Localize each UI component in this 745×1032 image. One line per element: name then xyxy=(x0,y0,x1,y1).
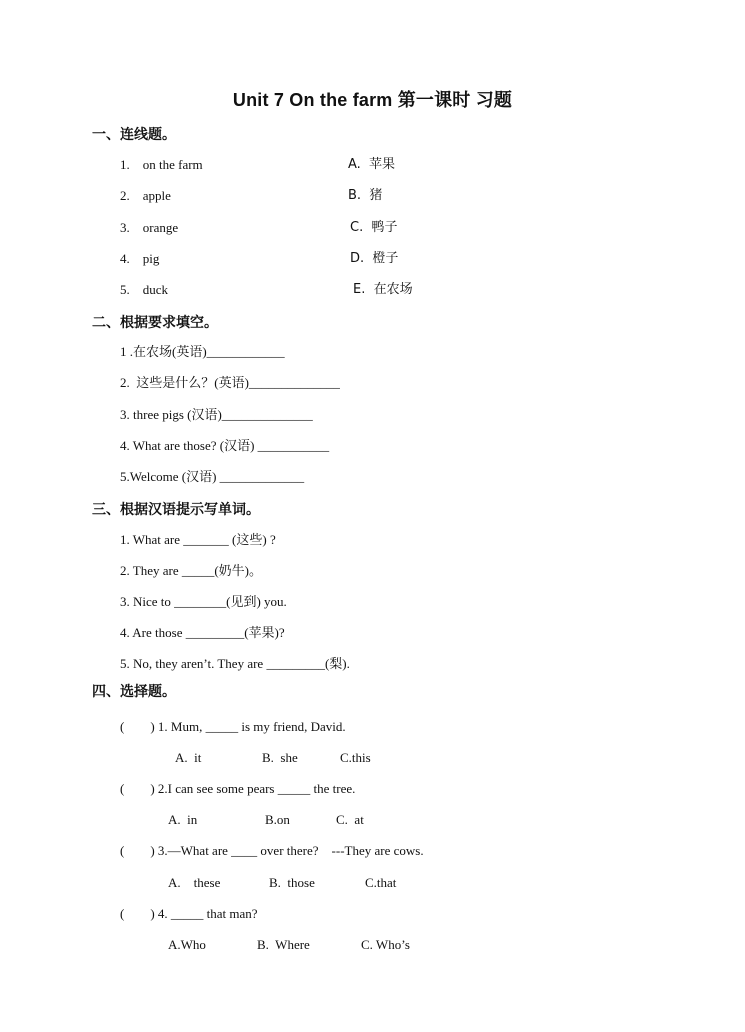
choice-question-2: ( ) 2.I can see some pears _____ the tree. xyxy=(120,781,356,796)
choice-2-option-c: C. at xyxy=(336,812,364,827)
word-item-1: 1. What are _______ (这些) ? xyxy=(120,532,276,547)
section-1-heading: 一、连线题。 xyxy=(92,127,176,143)
match-right-4: D. 橙子 xyxy=(350,251,399,266)
match-left-2: 2. apple xyxy=(120,188,171,203)
fill-item-4: 4. What are those? (汉语) ___________ xyxy=(120,438,330,453)
match-left-1: 1. on the farm xyxy=(120,157,203,172)
fill-item-5: 5.Welcome (汉语) _____________ xyxy=(120,469,305,484)
choice-1-option-c: C.this xyxy=(340,750,371,765)
word-item-2: 2. They are _____(奶牛)。 xyxy=(120,563,263,578)
section-4-heading: 四、选择题。 xyxy=(92,684,176,700)
fill-item-3: 3. three pigs (汉语)______________ xyxy=(120,407,313,422)
word-item-4: 4. Are those _________(苹果)? xyxy=(120,625,285,640)
choice-4-option-c: C. Who’s xyxy=(361,937,410,952)
match-left-5: 5. duck xyxy=(120,282,169,297)
match-right-2: B. 猪 xyxy=(348,188,383,203)
choice-4-option-a: A.Who xyxy=(168,937,206,952)
choice-1-option-b: B. she xyxy=(262,750,298,765)
choice-question-3: ( ) 3.—What are ____ over there? ---They are cows. xyxy=(120,843,424,858)
fill-item-1: 1 .在农场(英语)____________ xyxy=(120,344,285,359)
choice-3-option-a: A. these xyxy=(168,875,221,890)
section-2-heading: 二、根据要求填空。 xyxy=(92,315,218,331)
page-title: Unit 7 On the farm 第一课时 习题 xyxy=(232,90,513,110)
match-right-1: A. 苹果 xyxy=(348,157,396,172)
choice-2-option-b: B.on xyxy=(265,812,290,827)
choice-4-option-b: B. Where xyxy=(257,937,310,952)
section-3-heading: 三、根据汉语提示写单词。 xyxy=(92,502,260,518)
match-right-5: E. 在农场 xyxy=(353,282,413,297)
word-item-5: 5. No, they aren’t. They are _________(梨). xyxy=(120,656,350,671)
choice-3-option-c: C.that xyxy=(365,875,397,890)
word-item-3: 3. Nice to ________(见到) you. xyxy=(120,594,287,609)
choice-3-option-b: B. those xyxy=(269,875,315,890)
choice-question-4: ( ) 4. _____ that man? xyxy=(120,906,258,921)
fill-item-2: 2. 这些是什么？(英语)______________ xyxy=(120,375,340,390)
match-right-3: C. 鸭子 xyxy=(350,220,398,235)
choice-question-1: ( ) 1. Mum, _____ is my friend, David. xyxy=(120,719,346,734)
match-left-4: 4. pig xyxy=(120,251,160,266)
choice-1-option-a: A. it xyxy=(175,750,202,765)
choice-2-option-a: A. in xyxy=(168,812,198,827)
match-left-3: 3. orange xyxy=(120,220,179,235)
